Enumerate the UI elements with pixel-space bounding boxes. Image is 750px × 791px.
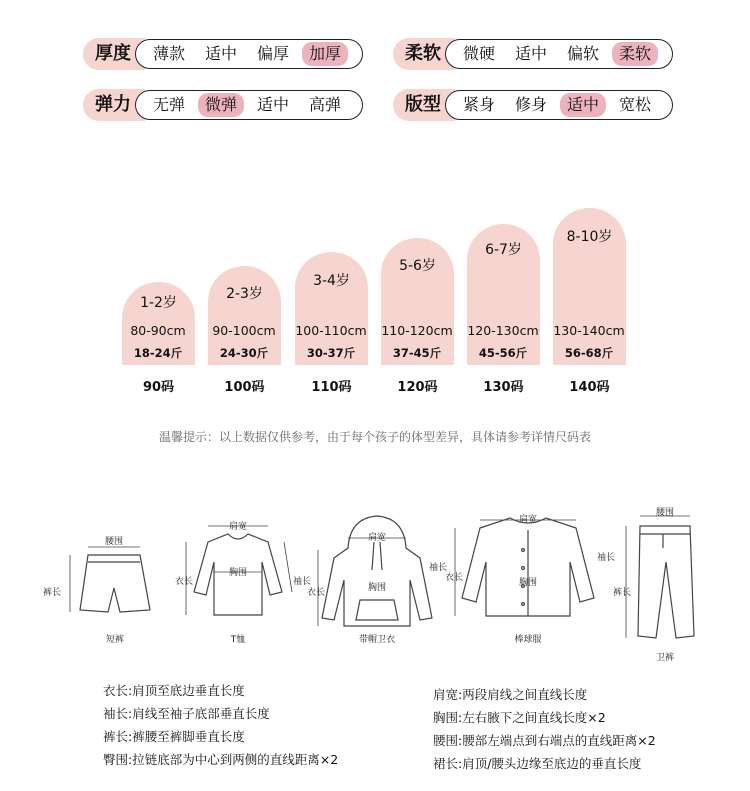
attr-option-selected: 加厚 bbox=[302, 42, 348, 66]
size-weight: 30-37斤 bbox=[306, 346, 356, 360]
attr-options bbox=[135, 39, 363, 69]
attr-row-fit bbox=[393, 89, 673, 121]
baseball-jacket-illustration bbox=[455, 518, 594, 616]
definition-term: 裤长: bbox=[103, 729, 133, 744]
size-height: 100-110cm bbox=[295, 323, 367, 338]
garment-label: 袖长 bbox=[292, 577, 311, 587]
attr-option: 高弹 bbox=[309, 95, 342, 114]
size-weight: 56-68斤 bbox=[564, 346, 614, 360]
definition-term: 臀围: bbox=[103, 752, 133, 767]
attr-option: 偏厚 bbox=[257, 44, 290, 63]
size-age: 1-2岁 bbox=[140, 295, 177, 311]
definition-term: 裙长: bbox=[433, 756, 463, 771]
attr-label: 版型 bbox=[393, 89, 455, 121]
attr-option: 宽松 bbox=[619, 95, 652, 114]
size-code: 90码 bbox=[142, 380, 175, 395]
garment-caption: 短裤 bbox=[105, 635, 124, 645]
size-weight: 24-30斤 bbox=[219, 346, 269, 360]
definition-desc: 裤腰至裤脚垂直长度 bbox=[132, 729, 245, 744]
definition-item bbox=[103, 727, 245, 745]
garment-label: 裤长 bbox=[42, 588, 61, 598]
garment-label: 袖长 bbox=[596, 553, 615, 563]
attr-options bbox=[445, 39, 673, 69]
attr-label: 弹力 bbox=[83, 89, 145, 121]
attr-option: 适中 bbox=[257, 95, 290, 114]
garment-caption: 带帽卫衣 bbox=[358, 635, 395, 645]
definition-item bbox=[103, 750, 338, 768]
garment-label: 裤长 bbox=[612, 588, 631, 598]
size-chart bbox=[0, 200, 750, 365]
definition-desc: 肩线至袖子底部垂直长度 bbox=[132, 706, 270, 721]
definition-desc: 腰部左端点到右端点的直线距离×2 bbox=[462, 733, 656, 748]
attr-option: 微硬 bbox=[463, 44, 496, 63]
size-code: 110码 bbox=[311, 380, 352, 395]
garment-label: 衣长 bbox=[444, 573, 463, 583]
size-code: 130码 bbox=[483, 380, 524, 395]
attr-row-elasticity bbox=[83, 89, 363, 121]
definition-term: 衣长: bbox=[103, 683, 133, 698]
garment-label: 胸围 bbox=[518, 578, 537, 588]
definition-item bbox=[433, 754, 641, 772]
attr-option-selected: 微弹 bbox=[198, 93, 244, 117]
attr-label: 厚度 bbox=[83, 38, 145, 70]
garment-label: 腰围 bbox=[655, 508, 674, 518]
attr-option: 修身 bbox=[515, 95, 548, 114]
size-height: 90-100cm bbox=[212, 323, 276, 338]
size-weight: 37-45斤 bbox=[392, 346, 442, 360]
garment-label: 肩宽 bbox=[367, 533, 386, 543]
shorts-illustration bbox=[70, 547, 150, 612]
garment-label: 腰围 bbox=[104, 537, 123, 547]
attr-options bbox=[445, 90, 673, 120]
size-age: 5-6岁 bbox=[399, 258, 436, 274]
attr-option: 偏软 bbox=[567, 44, 600, 63]
definition-desc: 肩顶/腰头边缘至底边的垂直长度 bbox=[462, 756, 642, 771]
attr-option: 紧身 bbox=[463, 95, 496, 114]
garment-label: 衣长 bbox=[306, 588, 325, 598]
garment-label: 肩宽 bbox=[518, 515, 537, 525]
definition-desc: 肩顶至底边垂直长度 bbox=[132, 683, 245, 698]
size-age: 8-10岁 bbox=[566, 229, 613, 245]
definition-term: 袖长: bbox=[103, 706, 133, 721]
size-code: 120码 bbox=[397, 380, 438, 395]
garment-label: 袖长 bbox=[428, 563, 447, 573]
attr-row-thickness bbox=[83, 38, 363, 70]
definition-desc: 两段肩线之间直线长度 bbox=[462, 687, 588, 702]
size-age: 2-3岁 bbox=[226, 286, 263, 302]
garment-label: 胸围 bbox=[228, 568, 247, 578]
size-weight: 45-56斤 bbox=[478, 346, 528, 360]
attr-options bbox=[135, 90, 363, 120]
size-tip: 温馨提示：以上数据仅供参考，由于每个孩子的体型差异，具体请参考详情尺码表 bbox=[158, 430, 591, 444]
attr-option-selected: 适中 bbox=[560, 93, 606, 117]
sweatpants-illustration bbox=[626, 516, 694, 638]
definition-item bbox=[433, 708, 606, 726]
size-code: 140码 bbox=[569, 380, 610, 395]
size-weight: 18-24斤 bbox=[133, 346, 183, 360]
attr-label: 柔软 bbox=[393, 38, 455, 70]
size-height: 80-90cm bbox=[130, 323, 186, 338]
size-height: 130-140cm bbox=[553, 323, 625, 338]
attr-option: 薄款 bbox=[153, 44, 186, 63]
size-height: 110-120cm bbox=[381, 323, 453, 338]
attr-option: 适中 bbox=[205, 44, 238, 63]
garment-label: 衣长 bbox=[174, 577, 193, 587]
definition-item bbox=[103, 681, 245, 699]
garment-label: 胸围 bbox=[367, 583, 386, 593]
attr-option: 无弹 bbox=[153, 95, 186, 114]
definition-item bbox=[433, 731, 656, 749]
attr-option-selected: 柔软 bbox=[612, 42, 658, 66]
garment-caption: T恤 bbox=[230, 635, 246, 645]
size-age: 6-7岁 bbox=[485, 242, 522, 258]
attr-option: 适中 bbox=[515, 44, 548, 63]
definition-desc: 拉链底部为中心到两侧的直线距离×2 bbox=[132, 752, 339, 767]
definition-term: 肩宽: bbox=[433, 687, 463, 702]
garment-label: 肩宽 bbox=[228, 522, 247, 532]
definition-term: 腰围: bbox=[433, 733, 463, 748]
size-height: 120-130cm bbox=[467, 323, 539, 338]
definition-item bbox=[103, 704, 270, 722]
size-age: 3-4岁 bbox=[313, 273, 350, 289]
definition-desc: 左右腋下之间直线长度×2 bbox=[462, 710, 606, 725]
definition-term: 胸围: bbox=[433, 710, 463, 725]
attr-row-softness bbox=[393, 38, 673, 70]
garment-caption: 棒球服 bbox=[514, 635, 542, 645]
garment-caption: 卫裤 bbox=[655, 653, 674, 663]
size-code: 100码 bbox=[224, 380, 265, 395]
definition-item bbox=[433, 685, 587, 703]
